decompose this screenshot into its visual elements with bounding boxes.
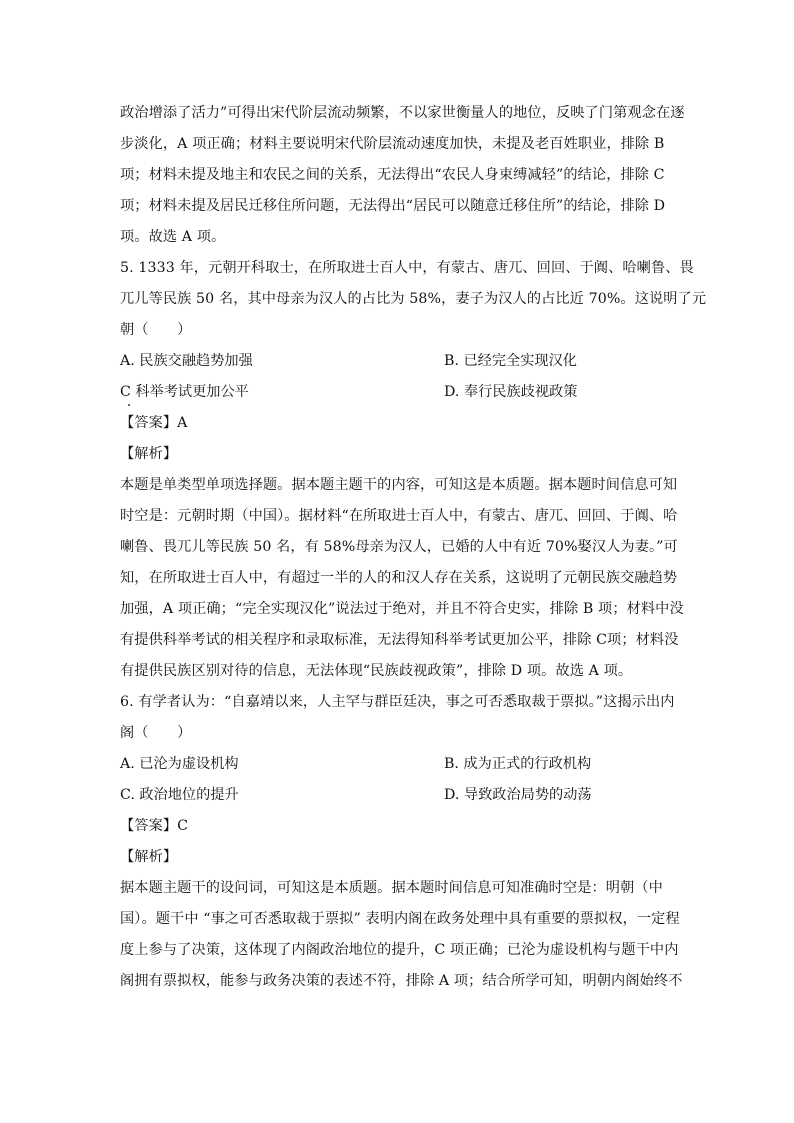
options-row <box>120 346 676 377</box>
question-stem-line: 6. 有学者认为：“自嘉靖以来，人主罕与群臣廷决，事之可否悉取裁于票拟。”这揭示出内 <box>120 694 675 710</box>
analysis-line: 知，在所取进士百人中，有超过一半的人的和汉人存在关系，这说明了元朝民族交融趋势 <box>120 570 678 586</box>
option-b: B. 已经完全实现汉化 <box>444 353 577 369</box>
option-d: D. 奉行民族歧视政策 <box>444 384 578 400</box>
option-a: A. 已沦为虚设机构 <box>120 756 239 772</box>
question-6 <box>120 687 683 997</box>
analysis-line: 有提供科举考试的相关程序和录取标准，无法得知科举考试更加公平，排除 C项；材料没 <box>120 632 679 648</box>
option-d: D. 导致政治局势的动荡 <box>444 787 592 803</box>
analysis-label: 【解析】 <box>120 849 178 865</box>
analysis-line: 时空是：元朝时期（中国）。据材料“在所取进士百人中，有蒙古、唐兀、回回、于阗、哈 <box>120 508 678 524</box>
analysis-line: 国）。题干中 “事之可否悉取裁于票拟” 表明内阁在政务处理中具有重要的票拟权，一定程 <box>120 911 680 927</box>
text-line: 项；材料未提及居民迁移住所问题，无法得出“居民可以随意迁移住所”的结论，排除 D <box>120 198 666 214</box>
analysis-line: 有提供民族区别对待的信息，无法体现“民族歧视政策”，排除 D 项。故选 A 项。 <box>120 663 633 679</box>
analysis-line: 度上参与了决策，这体现了内阁政治地位的提升，C 项正确；已沦为虚设机构与题干中内 <box>120 942 679 958</box>
question-stem-line: 阁（ ） <box>120 725 192 741</box>
question-stem-line: 朝（ ） <box>120 322 192 338</box>
stray-dot-mark <box>128 404 130 406</box>
option-c: C. 政治地位的提升 <box>120 787 239 803</box>
answer-label: 【答案】C <box>120 818 189 834</box>
question-5 <box>120 253 707 687</box>
text-line: 项；材料未提及地主和农民之间的关系，无法得出“农民人身束缚减轻”的结论，排除 C <box>120 167 665 183</box>
text-line: 步淡化，A 项正确；材料主要说明宋代阶层流动速度加快，未提及老百姓职业，排除 B <box>120 136 665 152</box>
options-row <box>120 377 676 408</box>
page-content <box>120 98 707 997</box>
text-line: 政治增添了活力”可得出宋代阶层流动频繁，不以家世衡量人的地位，反映了门第观念在逐 <box>120 105 685 121</box>
text-line: 项。故选 A 项。 <box>120 229 226 245</box>
analysis-line: 据本题主题干的设问词，可知这是本质题。据本题时间信息可知准确时空是：明朝（中 <box>120 880 663 896</box>
analysis-line: 本题是单类型单项选择题。据本题主题干的内容，可知这是本质题。据本题时间信息可知 <box>120 477 678 493</box>
analysis-line: 阁拥有票拟权，能参与政务决策的表述不符，排除 A 项；结合所学可知，明朝内阁始终不 <box>120 973 683 989</box>
analysis-line: 喇鲁、畏兀儿等民族 50 名，有 58%母亲为汉人，已婚的人中有近 70%娶汉人为妻。”可 <box>120 539 678 555</box>
options-row <box>120 780 676 811</box>
previous-analysis-paragraph <box>120 98 685 253</box>
option-c: C 科举考试更加公平 <box>120 384 249 400</box>
analysis-line: 加强，A 项正确；“完全实现汉化”说法过于绝对，并且不符合史实，排除 B 项；材料中没 <box>120 601 684 617</box>
options-row <box>120 749 676 780</box>
answer-label: 【答案】A <box>120 415 188 431</box>
analysis-label: 【解析】 <box>120 446 178 462</box>
option-a: A. 民族交融趋势加强 <box>120 353 253 369</box>
question-stem-line: 5. 1333 年，元朝开科取士，在所取进士百人中，有蒙古、唐兀、回回、于阗、哈喇鲁、畏 <box>120 260 694 276</box>
question-stem-line: 兀儿等民族 50 名，其中母亲为汉人的占比为 58%，妻子为汉人的占比近 70%。这说明了元 <box>120 291 707 307</box>
option-b: B. 成为正式的行政机构 <box>444 756 592 772</box>
